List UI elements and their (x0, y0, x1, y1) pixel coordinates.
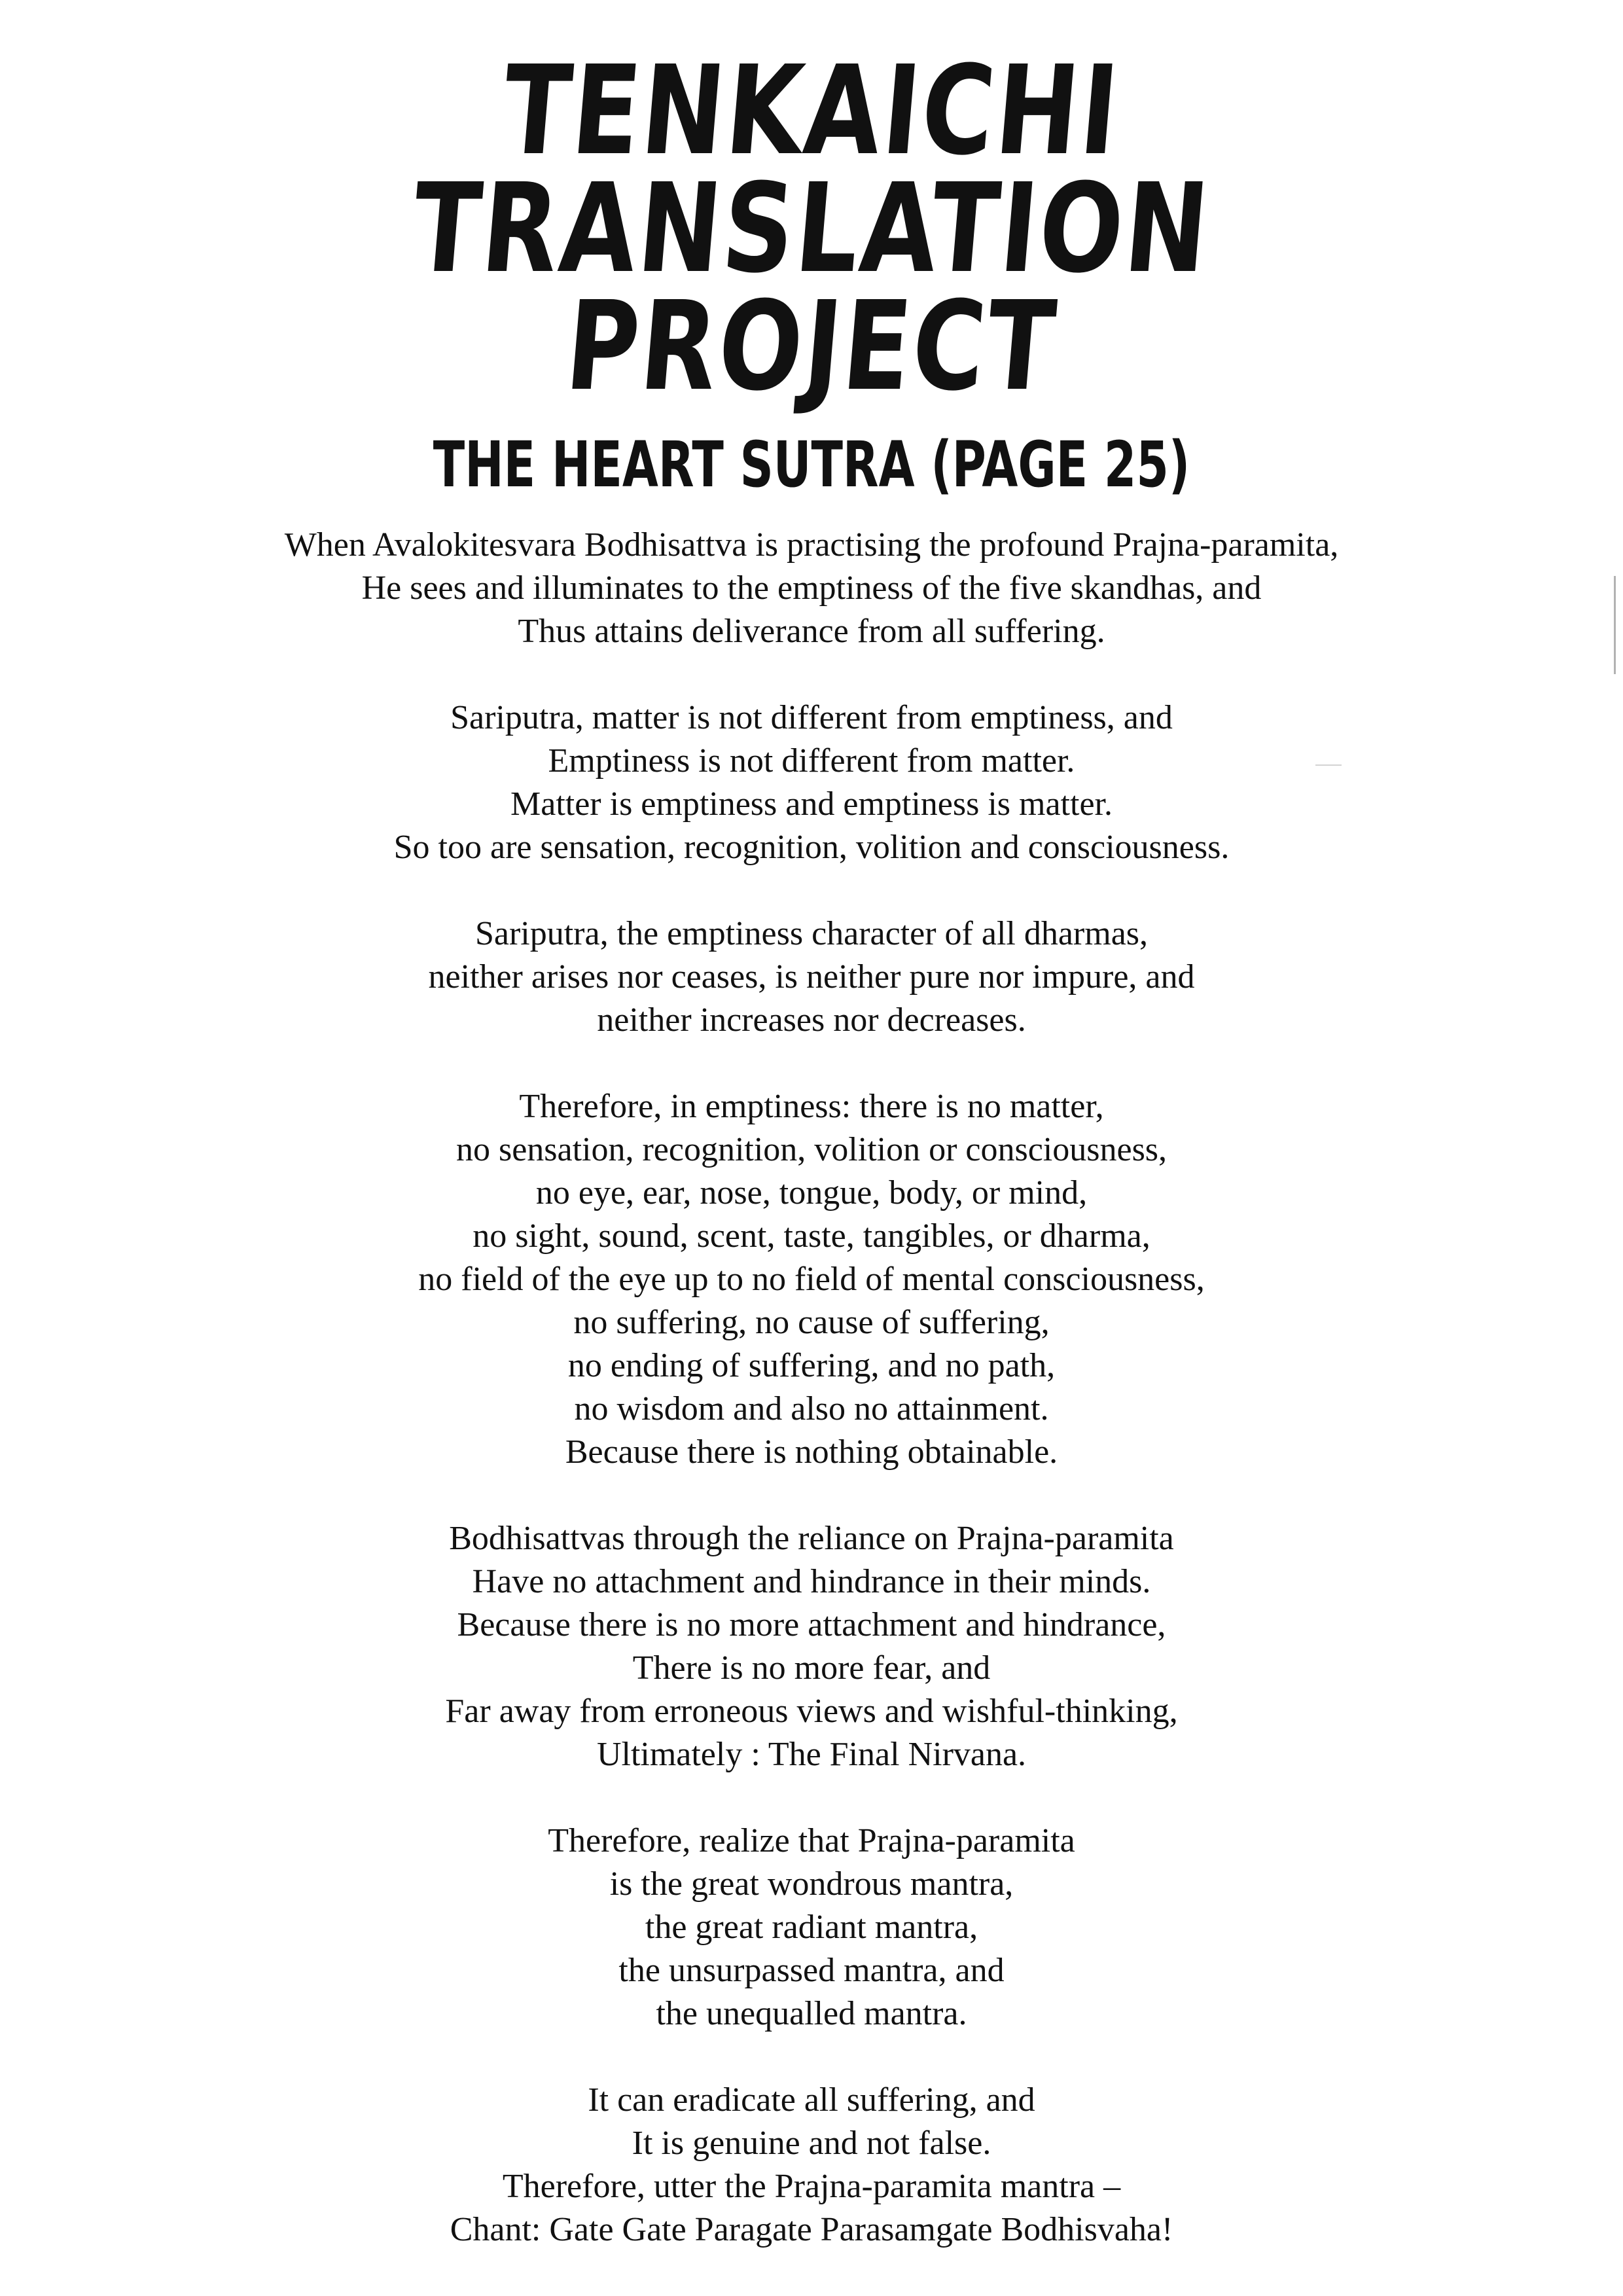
verse-line: Far away from erroneous views and wishful-thinking, (445, 1693, 1178, 1730)
verse-line: Ultimately : The Final Nirvana. (596, 1736, 1027, 1773)
verse-line: the unequalled mantra. (656, 1995, 967, 2032)
verse-line: no field of the eye up to no field of mental consciousness, (418, 1261, 1205, 1298)
group-name-line-2: TRANSLATION (407, 157, 1216, 300)
verse-line: Sariputra, matter is not different from emptiness, and (450, 699, 1173, 736)
stanza-3 (0, 912, 1623, 1042)
verse-line: He sees and illuminates to the emptiness of the five skandhas, and (361, 569, 1262, 607)
verse-line: Because there is no more attachment and hindrance, (457, 1606, 1166, 1643)
verse-line: no wisdom and also no attainment. (574, 1390, 1049, 1427)
stanza-2 (0, 696, 1623, 869)
verse-line: Therefore, in emptiness: there is no matter, (519, 1088, 1104, 1125)
verse-line: neither increases nor decreases. (597, 1001, 1026, 1039)
verse-line: It can eradicate all suffering, and (588, 2081, 1035, 2119)
verse-line: the unsurpassed mantra, and (618, 1952, 1005, 1989)
verse-line: Thus attains deliverance from all suffering. (518, 613, 1105, 650)
stanza-6 (0, 1820, 1623, 2036)
verse-line: no suffering, no cause of suffering, (573, 1304, 1050, 1341)
verse-line: the great radiant mantra, (645, 1909, 978, 1946)
stanza-1 (0, 524, 1623, 653)
stanza-7 (0, 2079, 1623, 2251)
verse-line: It is genuine and not false. (632, 2125, 991, 2162)
verse-line: Therefore, realize that Prajna-paramita (548, 1822, 1075, 1859)
verse-line: There is no more fear, and (632, 1649, 991, 1687)
verse-line: Sariputra, the emptiness character of all dharmas, (474, 915, 1149, 952)
verse-line: Matter is emptiness and emptiness is matter. (510, 785, 1113, 823)
verse-line: Emptiness is not different from matter. (548, 742, 1075, 780)
verse-line: When Avalokitesvara Bodhisattva is practising the profound Prajna-paramita, (284, 526, 1339, 564)
stanza-5 (0, 1517, 1623, 1776)
verse-line: Chant: Gate Gate Paragate Parasamgate Bodhisvaha! (450, 2211, 1173, 2248)
verse-line: no eye, ear, nose, tongue, body, or mind, (535, 1174, 1088, 1211)
group-name-logo (0, 39, 1623, 418)
verse-line: So too are sensation, recognition, volition and consciousness. (393, 829, 1230, 866)
sutra-text (0, 524, 1623, 2295)
scan-mark (1614, 576, 1616, 674)
group-name-line-1: TENKAICHI (497, 39, 1126, 183)
page-title: THE HEART SUTRA (PAGE 25) (433, 428, 1190, 501)
verse-line: no sight, sound, scent, taste, tangibles, or dharma, (473, 1217, 1150, 1255)
group-name-line-3: PROJECT (560, 275, 1063, 418)
verse-line: Bodhisattvas through the reliance on Prajna-paramita (449, 1520, 1174, 1557)
verse-line: no ending of suffering, and no path, (567, 1347, 1056, 1384)
verse-line: Therefore, utter the Prajna-paramita mantra – (502, 2168, 1121, 2205)
verse-line: is the great wondrous mantra, (609, 1865, 1014, 1903)
verse-line: Have no attachment and hindrance in their minds. (472, 1563, 1151, 1600)
verse-line: Because there is nothing obtainable. (565, 1433, 1058, 1471)
verse-line: neither arises nor ceases, is neither pure nor impure, and (428, 958, 1195, 996)
scan-mark (1315, 764, 1342, 766)
verse-line: no sensation, recognition, volition or consciousness, (455, 1131, 1168, 1168)
stanza-4 (0, 1085, 1623, 1474)
